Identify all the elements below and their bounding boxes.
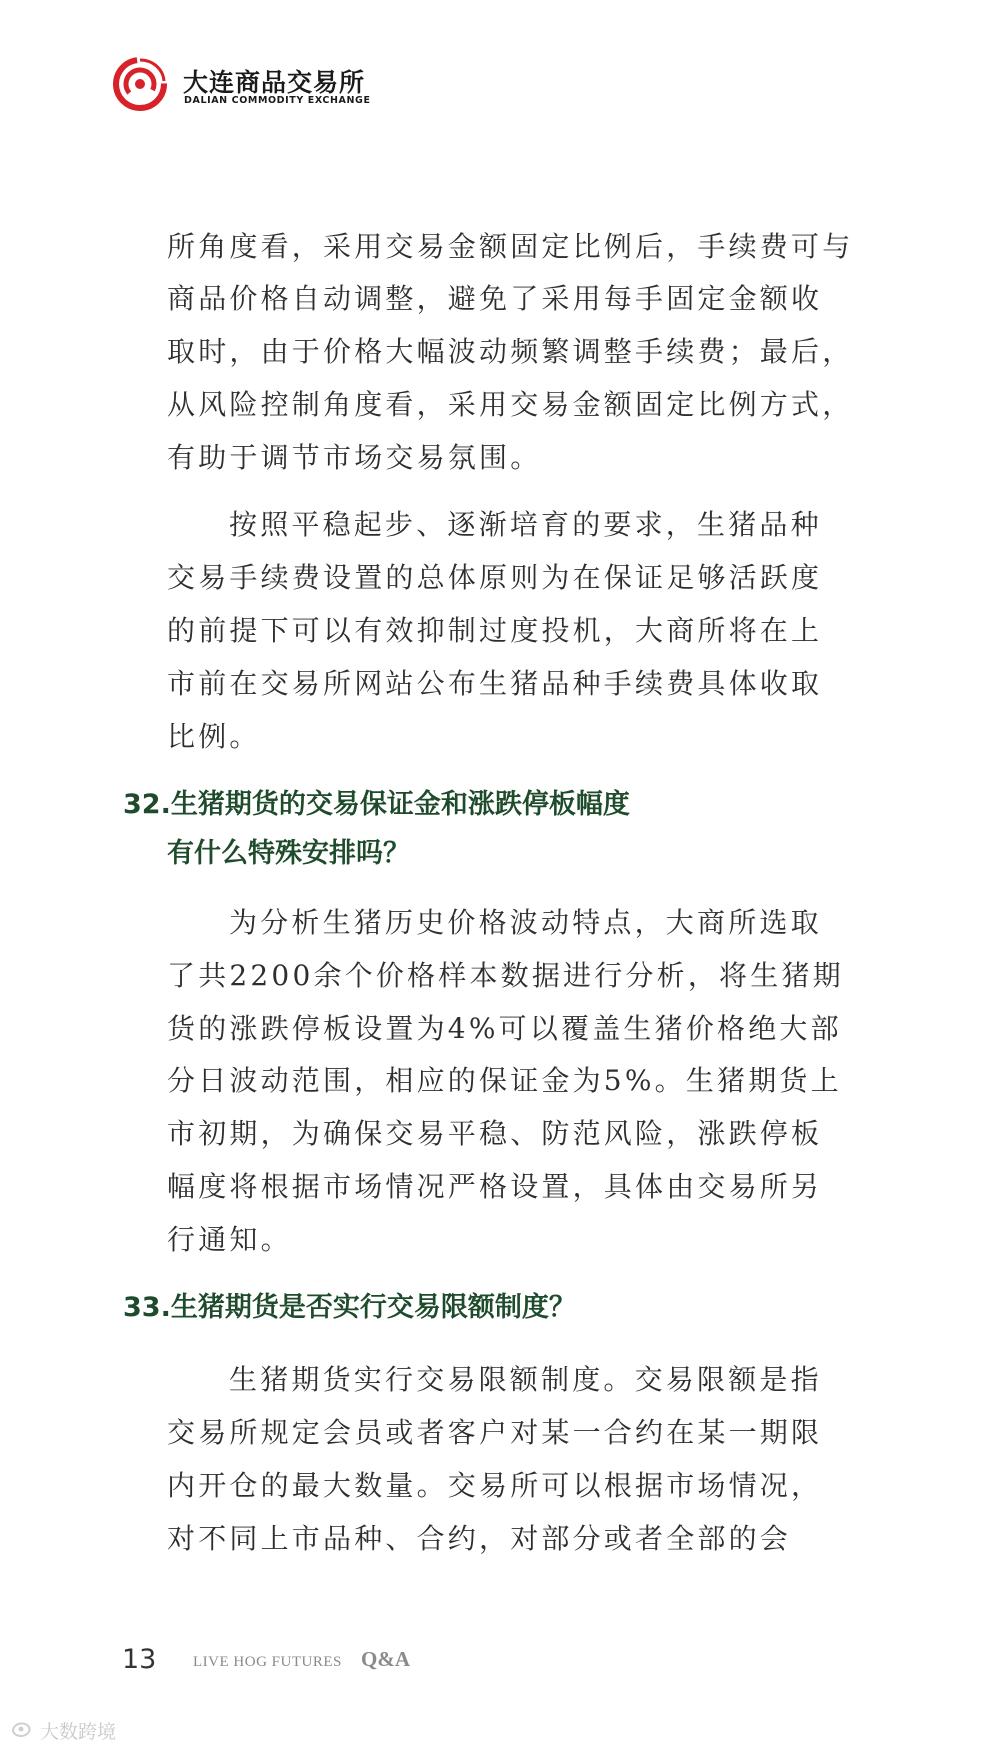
body-line: 比例。 (167, 720, 261, 753)
brand-name-en: DALIAN COMMODITY EXCHANGE (184, 95, 371, 106)
body-line: 交易所规定会员或者客户对某一合约在某一期限 (167, 1416, 823, 1449)
watermark-logo-icon (10, 1719, 32, 1739)
body-line: 对不同上市品种、合约，对部分或者全部的会 (167, 1522, 792, 1555)
watermark-text: 大数跨境 (40, 1721, 117, 1743)
brand-name-cn: 大连商品交易所 (183, 68, 366, 97)
body-line: 分日波动范围，相应的保证金为5%。生猪期货上 (167, 1064, 842, 1097)
body-line: 所角度看，采用交易金额固定比例后，手续费可与 (167, 230, 854, 263)
body-line: 市前在交易所网站公布生猪品种手续费具体收取 (167, 667, 823, 700)
body-line: 行通知。 (167, 1223, 292, 1256)
body-line: 货的涨跌停板设置为4%可以覆盖生猪价格绝大部 (167, 1012, 842, 1045)
question-32-heading: 32.生猪期货的交易保证金和涨跌停板幅度 (123, 789, 630, 820)
question-33-heading: 33.生猪期货是否实行交易限额制度？ (123, 1292, 576, 1323)
body-line: 生猪期货实行交易限额制度。交易限额是指 (229, 1363, 822, 1396)
body-line: 按照平稳起步、逐渐培育的要求，生猪品种 (229, 508, 822, 541)
body-line: 有助于调节市场交易氛围。 (167, 441, 542, 474)
body-line: 市初期，为确保交易平稳、防范风险，涨跌停板 (167, 1117, 823, 1150)
body-line: 的前提下可以有效抑制过度投机，大商所将在上 (167, 614, 823, 647)
body-line: 内开仓的最大数量。交易所可以根据市场情况， (167, 1469, 823, 1502)
body-line: 幅度将根据市场情况严格设置，具体由交易所另 (167, 1170, 823, 1203)
body-line: 为分析生猪历史价格波动特点，大商所选取 (229, 906, 822, 939)
page-number: 13 (122, 1644, 157, 1675)
body-line: 从风险控制角度看，采用交易金额固定比例方式， (167, 388, 854, 421)
body-line: 了共2200余个价格样本数据进行分析，将生猪期 (167, 959, 844, 992)
body-line: 交易手续费设置的总体原则为在保证足够活跃度 (167, 561, 823, 594)
body-line: 取时，由于价格大幅波动频繁调整手续费；最后， (167, 335, 854, 368)
watermark (10, 1717, 170, 1741)
series-qa: Q&A (361, 1647, 410, 1671)
series-title: LIVE HOG FUTURES (193, 1654, 342, 1670)
question-32-heading-cont: 有什么特殊安排吗？ (167, 838, 410, 869)
body-line: 商品价格自动调整，避免了采用每手固定金额收 (167, 282, 823, 315)
